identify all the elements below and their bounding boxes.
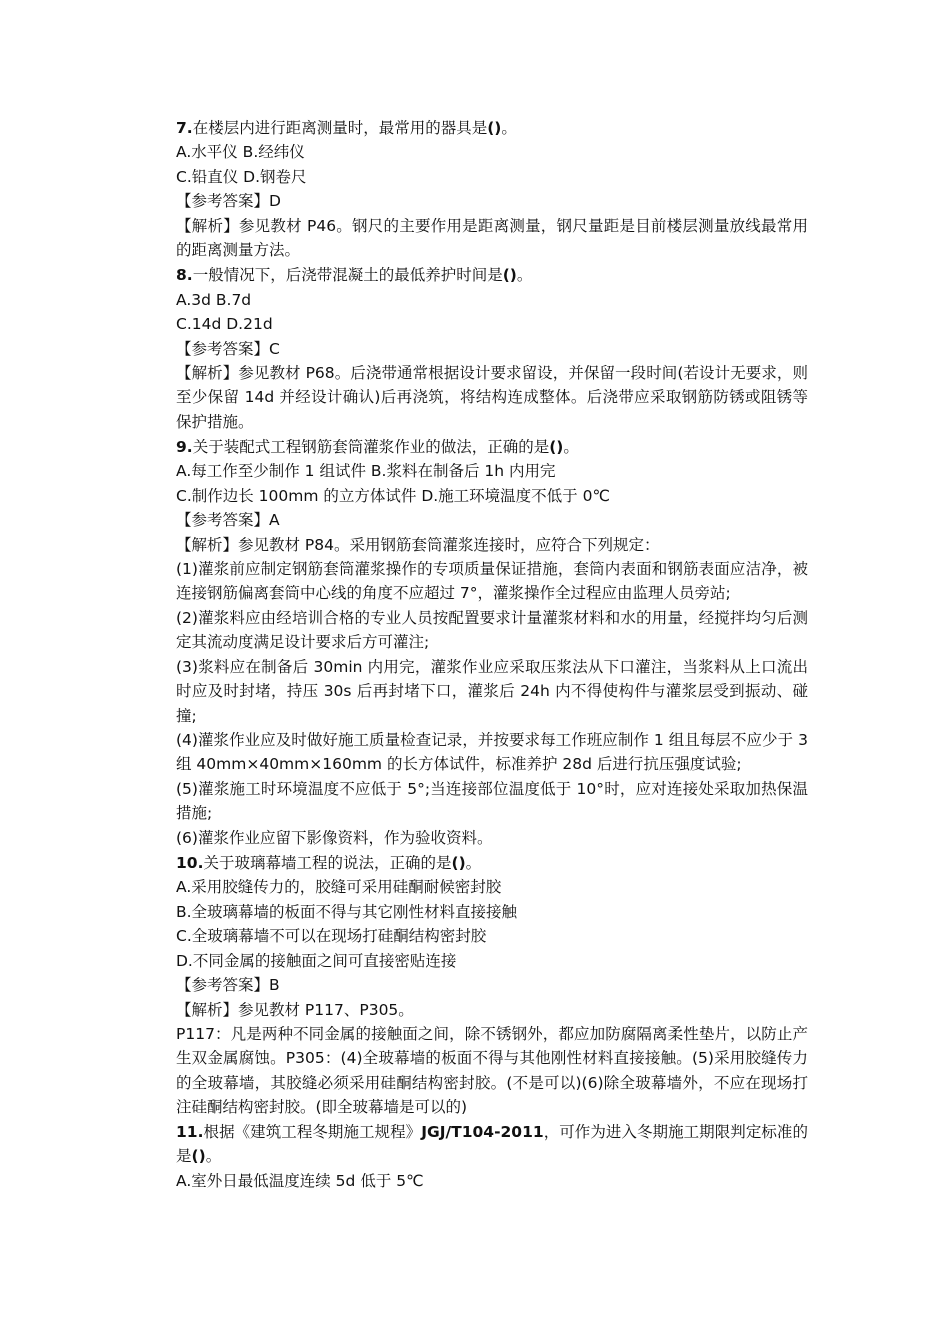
question-10-option-b: B.全玻璃幕墙的板面不得与其它刚性材料直接接触 [176,903,518,921]
question-10-answer: 【参考答案】B [176,976,280,994]
question-7-analysis: 【解析】参见教材 P46。钢尺的主要作用是距离测量，钢尺量距是目前楼层测量放线最常用的距离测量方法。 [176,217,808,260]
question-9-stem: 9.关于装配式工程钢筋套筒灌浆作业的做法，正确的是()。 [176,438,579,456]
question-9-item-5: (5)灌浆施工时环境温度不应低于 5°;当连接部位温度低于 10°时，应对连接处采取加热保温措施; [176,780,808,823]
question-10-option-d: D.不同金属的接触面之间可直接密贴连接 [176,952,457,970]
question-7-stem: 7.在楼层内进行距离测量时，最常用的器具是()。 [176,119,517,137]
question-7-answer: 【参考答案】D [176,192,281,210]
question-10-stem: 10.关于玻璃幕墙工程的说法，正确的是()。 [176,854,482,872]
question-9-item-4: (4)灌浆作业应及时做好施工质量检查记录，并按要求每工作班应制作 1 组且每层不应少于 3 组 40mm×40mm×160mm 的长方体试件，标准养护 28d 后进行抗压强度试验; [176,731,808,774]
question-8-options-cd: C.14d D.21d [176,315,273,333]
question-9-item-1: (1)灌浆前应制定钢筋套筒灌浆操作的专项质量保证措施，套筒内表面和钢筋表面应洁净，被连接钢筋偏离套筒中心线的角度不应超过 7°，灌浆操作全过程应由监理人员旁站; [176,560,808,603]
question-9-item-6: (6)灌浆作业应留下影像资料，作为验收资料。 [176,829,493,847]
question-10-analysis-body: P117：凡是两种不同金属的接触面之间，除不锈钢外，都应加防腐隔离柔性垫片，以防止产生双金属腐蚀。P305：(4)全玻幕墙的板面不得与其他刚性材料直接接触。(5)采用胶缝传力的全玻幕墙，其胶缝必须采用硅酮结构密封胶。(不是可以)(6)除全玻幕墙外，不应在现场打注硅酮结构密封胶。(即全玻幕墙是可以的) [176,1025,808,1116]
question-8-answer: 【参考答案】C [176,340,280,358]
question-8-analysis: 【解析】参见教材 P68。后浇带通常根据设计要求留设，并保留一段时间(若设计无要求，则至少保留 14d 并经设计确认)后再浇筑，将结构连成整体。后浇带应采取钢筋防锈或阻锈等保护措施。 [176,364,808,431]
question-10-analysis-intro: 【解析】参见教材 P117、P305。 [176,1001,414,1019]
question-9-answer: 【参考答案】A [176,511,280,529]
question-9-analysis-intro: 【解析】参见教材 P84。采用钢筋套筒灌浆连接时，应符合下列规定： [176,536,660,554]
question-8-options-ab: A.3d B.7d [176,291,252,309]
question-8-stem: 8.一般情况下，后浇带混凝土的最低养护时间是()。 [176,266,533,284]
question-9-item-2: (2)灌浆料应由经培训合格的专业人员按配置要求计量灌浆材料和水的用量，经搅拌均匀后测定其流动度满足设计要求后方可灌注; [176,609,808,652]
question-9-options-cd: C.制作边长 100mm 的立方体试件 D.施工环境温度不低于 0℃ [176,487,610,505]
question-11-option-a: A.室外日最低温度连续 5d 低于 5℃ [176,1172,424,1190]
question-7-options-ab: A.水平仪 B.经纬仪 [176,143,305,161]
question-9-item-3: (3)浆料应在制备后 30min 内用完，灌浆作业应采取压浆法从下口灌注，当浆料从上口流出时应及时封堵，持压 30s 后再封堵下口，灌浆后 24h 内不得使构件与灌浆层受到振动、碰撞; [176,658,808,725]
question-9-options-ab: A.每工作至少制作 1 组试件 B.浆料在制备后 1h 内用完 [176,462,556,480]
question-10-option-c: C.全玻璃幕墙不可以在现场打硅酮结构密封胶 [176,927,487,945]
question-10-option-a: A.采用胶缝传力的，胶缝可采用硅酮耐候密封胶 [176,878,502,896]
question-7-options-cd: C.铅直仪 D.钢卷尺 [176,168,307,186]
question-11-stem: 11.根据《建筑工程冬期施工规程》JGJ/T104-2011，可作为进入冬期施工期限判定标准的是()。 [176,1123,808,1166]
